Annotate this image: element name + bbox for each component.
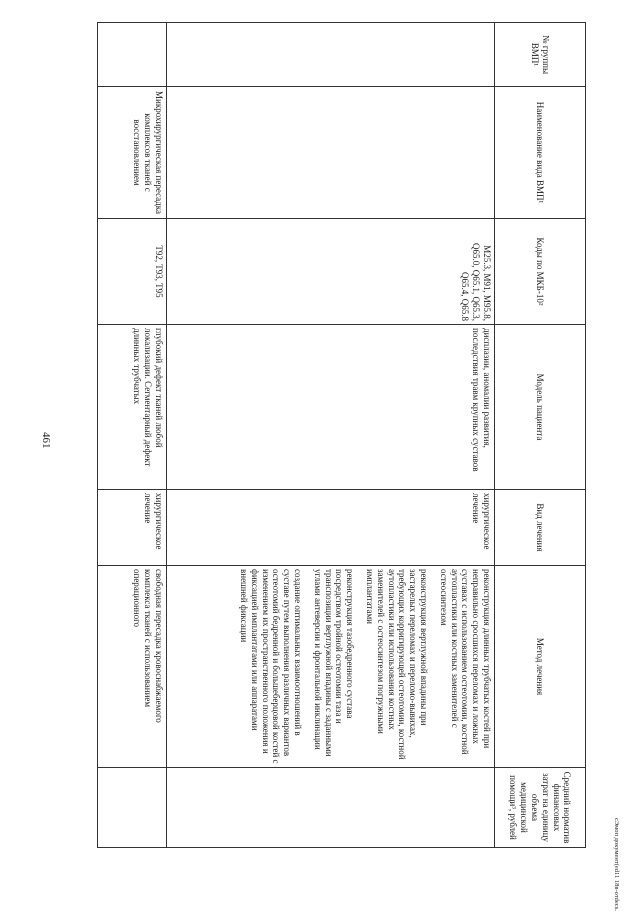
- cell-model: дисплазии, аномалии развития, последствия травм крупных суставов: [167, 325, 495, 490]
- vmp-table: [97, 22, 586, 848]
- header-codes: Коды по МКБ-10²: [495, 219, 586, 325]
- header-cost: Средний норматив финансовых затрат на единицу объема медицинской помощи³, рублей: [495, 768, 586, 848]
- cell-method: [167, 566, 495, 768]
- cell-cost: [98, 768, 167, 848]
- header-method: Метод лечения: [495, 566, 586, 768]
- header-group: № группы ВМП¹: [495, 23, 586, 87]
- cell-codes: M25.3, M91, M95.8, Q65.0, Q65.1, Q65.3, Q65.4, Q65.8: [167, 219, 495, 325]
- page-number: 461: [40, 432, 52, 449]
- cell-name: [167, 87, 495, 219]
- cell-type: хирургическое лечение: [98, 490, 167, 566]
- table-header-row: [495, 23, 586, 848]
- cell-group: [98, 23, 167, 87]
- method-item: создание оптимальных взаимоотношений в суставе путем выполнения различных вариантов остеотомий бедренной и большеберцовой костей с изменением их пространственного положения и фиксацией имплантатами или аппаратами внешней фиксации: [239, 569, 304, 764]
- cell-method: [98, 566, 167, 768]
- table-row: [167, 23, 495, 848]
- method-item: реконструкция длинных трубчатых костей при неправильно сросшихся переломах и ложных суставах с использованием остеотомии, костной аутопластики или костных заменителей с остеосинтезом: [438, 569, 492, 755]
- method-item: реконструкция вертлужной впадины при застарелых переломах и переломо-вывихах, требующих корригирующей остеотомии, костной аутопластики или использования костных заменителей с остеосинтезом погружными имплантатами: [365, 569, 430, 760]
- rotated-table-container: [93, 22, 586, 847]
- cell-type: хирургическое лечение: [167, 490, 495, 566]
- footnote: сЭмоп документ(ed11 18в-отdecs.: [613, 818, 620, 911]
- method-item: свободная пересадка кровоснабжаемого комплекса тканей с использованием операционного: [132, 569, 164, 723]
- header-name: Наименование вида ВМП¹: [495, 87, 586, 219]
- header-model: Модель пациента: [495, 325, 586, 490]
- cell-cost: [167, 768, 495, 848]
- header-type: Вид лечения: [495, 490, 586, 566]
- cell-name: Микрохирургическая пересадка комплексов тканей с восстановлением: [98, 87, 167, 219]
- table-row: [98, 23, 167, 848]
- cell-codes: T92, T93, T95: [98, 219, 167, 325]
- cell-model: глубокий дефект тканей любой локализации. Сегментарный дефект длинных трубчатых: [98, 325, 167, 490]
- cell-group: [167, 23, 495, 87]
- method-item: реконструкция тазобедренного сустава посредством тройной остеотомии таза и транспозиции вертлужной впадины с заданными углами антеверсии и фронтальной инклинации: [312, 569, 356, 757]
